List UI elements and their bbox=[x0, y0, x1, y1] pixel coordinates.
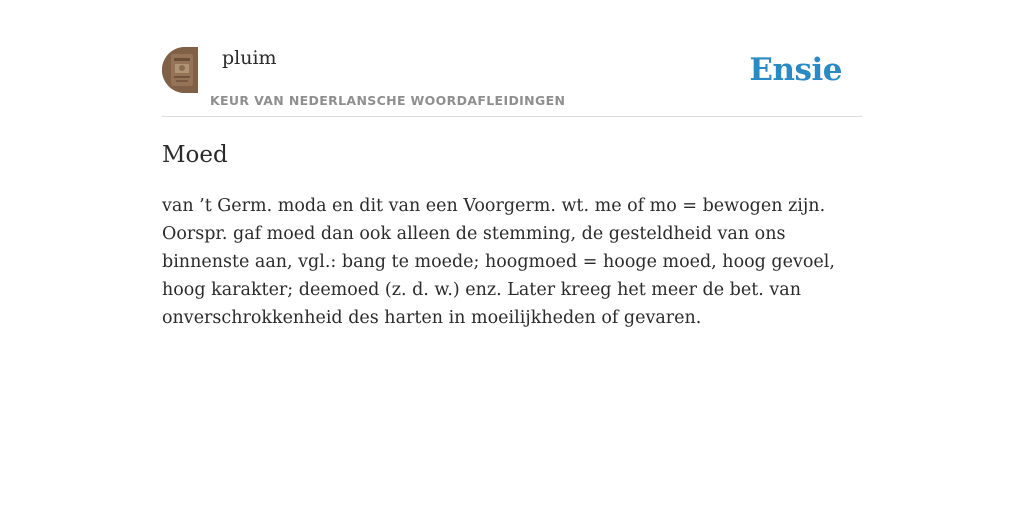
book-cover-avatar-icon bbox=[162, 47, 198, 93]
avatar[interactable] bbox=[162, 47, 198, 93]
entry-header bbox=[162, 36, 862, 117]
username[interactable]: pluim bbox=[222, 47, 277, 69]
entry-title: Moed bbox=[162, 142, 228, 168]
entry-definition: van ’t Germ. moda en dit van een Voorgerm. wt. me of mo = bewogen zijn. Oorspr. gaf moed dan ook alleen de stemming, de gesteldheid van ons binnenste aan, vgl.: bang te moede; hoogmoed = hooge moed, hoog gevoel, hoog karakter; deemoed (z. d. w.) enz. Later kreeg het meer de bet. van onverschrokkenheid des harten in moeilijkheden of gevaren. bbox=[162, 196, 835, 328]
dictionary-source[interactable]: KEUR VAN NEDERLANSCHE WOORDAFLEIDINGEN bbox=[210, 93, 566, 108]
ensie-logo[interactable]: Ensie bbox=[749, 52, 842, 88]
